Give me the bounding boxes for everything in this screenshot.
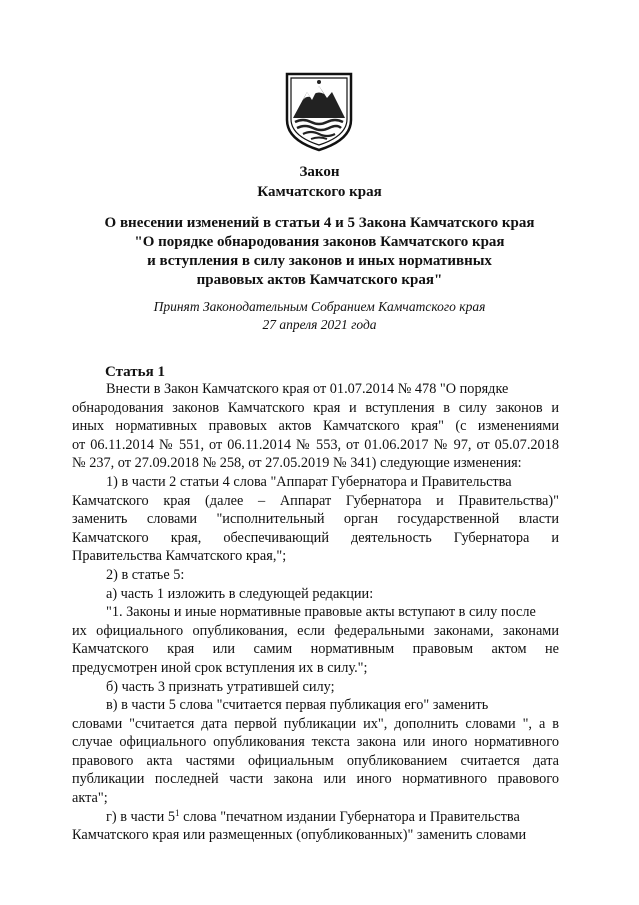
body-line-superscript	[72, 808, 559, 827]
body-line: б) часть 3 признать утратившей силу;	[106, 678, 335, 695]
body-line: словами "считается дата первой публикации их", дополнить словами ", а в	[72, 715, 559, 732]
law-subject-line: и вступления в силу законов и иных нормативных	[147, 253, 492, 269]
adoption-date: 27 апреля 2021 года	[262, 317, 377, 332]
body-line: "1. Законы и иные нормативные правовые акты вступают в силу после	[106, 604, 536, 621]
law-title-line-1: Закон	[299, 164, 340, 180]
adoption-body: Принят Законодательным Собранием Камчатского края	[153, 299, 486, 314]
superscript: 1	[175, 807, 180, 818]
article-heading: Статья 1	[105, 364, 165, 380]
body-line: Правительства Камчатского края,";	[72, 548, 287, 565]
body-line: в) в части 5 слова "считается первая публикация его" заменить	[106, 697, 489, 714]
body-line: Камчатского края или самим нормативным правовым актом не	[72, 641, 559, 658]
body-line: случае официального опубликования текста закона или иного нормативного	[72, 734, 559, 751]
body-line: Внести в Закон Камчатского края от 01.07.2014 № 478 "О порядке	[106, 381, 509, 397]
law-title	[0, 162, 639, 202]
article-body	[72, 380, 559, 845]
law-subject-line: О внесении изменений в статьи 4 и 5 Закона Камчатского края	[104, 215, 535, 231]
body-line: публикации последней части закона или иного нормативного правового	[72, 771, 559, 788]
law-subject-line: правовых актов Камчатского края"	[196, 272, 443, 288]
body-line: правового акта частями официальным опубликованием считается дата	[72, 752, 559, 769]
adoption-note	[0, 298, 639, 334]
body-line: заменить словами "исполнительный орган государственной власти	[72, 511, 559, 528]
law-subject-line: "О порядке обнародования законов Камчатского края	[134, 234, 505, 250]
body-text: г) в части 5	[106, 808, 176, 825]
body-line: от 06.11.2014 № 551, от 06.11.2014 № 553, от 01.06.2017 № 97, от 05.07.2018	[72, 436, 559, 453]
body-line: 1) в части 2 статьи 4 слова "Аппарат Губернатора и Правительства	[106, 473, 512, 490]
body-line: а) часть 1 изложить в следующей редакции:	[106, 585, 374, 602]
body-line: Камчатского края, обеспечивающий деятельность Губернатора и	[72, 529, 559, 546]
body-line: иных нормативных правовых актов Камчатского края" (с изменениями	[72, 418, 559, 435]
body-text: слова "печатном издании Губернатора и Правительства	[179, 808, 520, 825]
body-line: Камчатского края или размещенных (опубликованных)" заменить словами	[72, 827, 527, 844]
body-line: № 237, от 27.09.2018 № 258, от 27.05.2019 № 341) следующие изменения:	[72, 455, 522, 472]
kamchatka-coat-of-arms-icon	[281, 70, 357, 152]
body-line: обнародования законов Камчатского края и вступления в силу законов и	[72, 399, 559, 416]
body-line: акта";	[72, 790, 108, 807]
body-line: Камчатского края (далее – Аппарат Губернатора и Правительства)"	[72, 492, 559, 509]
body-line: предусмотрен иной срок вступления их в силу.";	[72, 659, 368, 676]
law-subject	[0, 214, 639, 290]
body-line: 2) в статье 5:	[106, 566, 185, 583]
law-title-line-2: Камчатского края	[257, 184, 382, 200]
body-line: их официального опубликования, если федеральными законами, законами	[72, 622, 559, 639]
